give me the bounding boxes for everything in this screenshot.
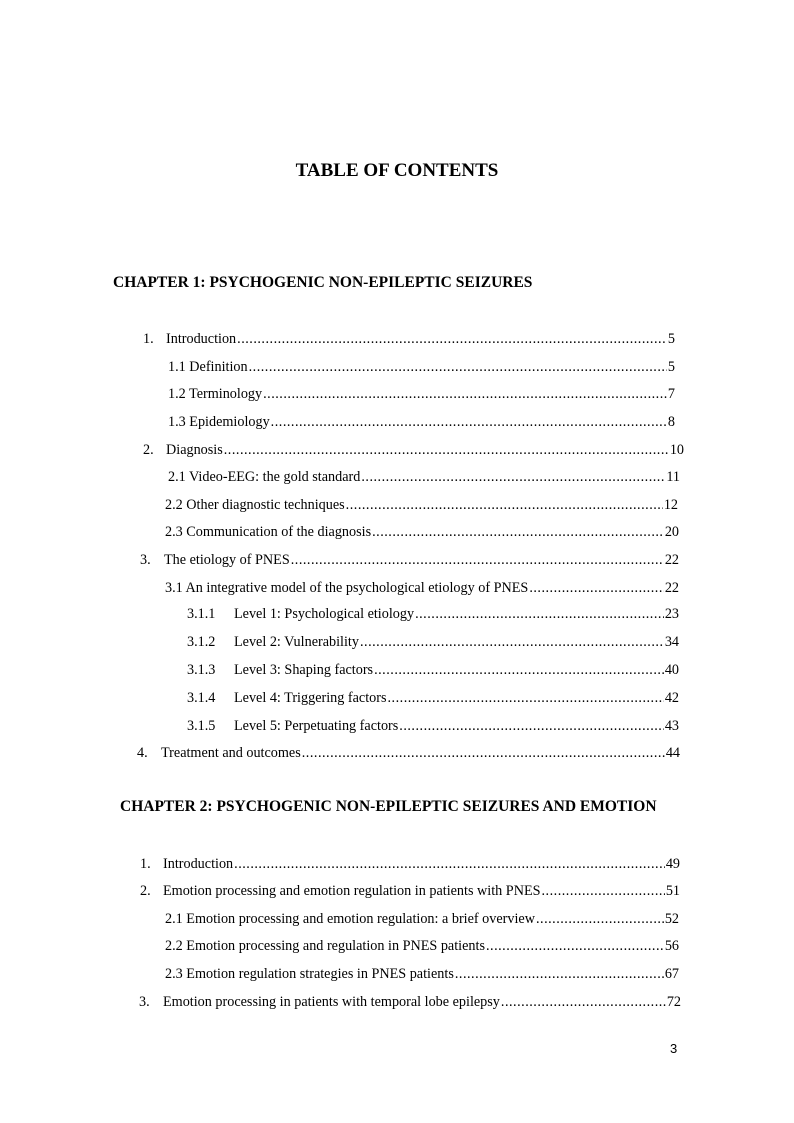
toc-entry-number: 3.1.5 xyxy=(187,718,216,734)
toc-entry-page: 44 xyxy=(665,745,680,761)
toc-entry-number: 3.1.3 xyxy=(187,662,216,678)
toc-entry-page: 72 xyxy=(666,994,681,1010)
toc-leader-dots xyxy=(455,964,664,984)
toc-entry-label: Level 3: Shaping factors xyxy=(234,662,374,678)
toc-entry-label: Diagnosis xyxy=(166,442,223,458)
toc-leader-dots xyxy=(486,936,664,956)
toc-entry[interactable] xyxy=(168,412,675,432)
toc-leader-dots xyxy=(263,384,667,404)
toc-entry-label: Introduction xyxy=(163,856,234,872)
toc-entry-label: Level 4: Triggering factors xyxy=(234,690,387,706)
toc-entry-page: 5 xyxy=(667,359,675,375)
toc-entry-page: 7 xyxy=(667,386,675,402)
toc-entry-page: 5 xyxy=(667,331,675,347)
toc-leader-dots xyxy=(360,632,664,652)
toc-leader-dots xyxy=(388,688,664,708)
toc-entry-page: 49 xyxy=(665,856,680,872)
toc-entry-label: Introduction xyxy=(166,331,237,347)
toc-entry-page: 42 xyxy=(664,690,679,706)
toc-entry[interactable] xyxy=(165,495,678,515)
toc-entry-label: Level 1: Psychological etiology xyxy=(234,606,415,622)
toc-entry[interactable] xyxy=(168,384,675,404)
toc-leader-dots xyxy=(234,854,665,874)
toc-entry[interactable] xyxy=(165,522,679,542)
toc-entry[interactable] xyxy=(187,604,679,624)
toc-entry-label: Level 2: Vulnerability xyxy=(234,634,359,650)
toc-entry-label: Treatment and outcomes xyxy=(161,745,301,761)
toc-entry-page: 8 xyxy=(667,414,675,430)
toc-leader-dots xyxy=(249,357,667,377)
toc-entry-page: 12 xyxy=(663,497,678,513)
toc-entry-page: 22 xyxy=(664,580,679,596)
toc-leader-dots xyxy=(529,578,664,598)
toc-entry-page: 34 xyxy=(664,634,679,650)
toc-entry-number: 3.1.1 xyxy=(187,606,216,622)
toc-entry-label: 1.1 Definition xyxy=(168,359,248,375)
toc-leader-dots xyxy=(271,412,667,432)
toc-entry-number: 2. xyxy=(143,442,154,458)
toc-leader-dots xyxy=(291,550,664,570)
toc-entry-label: 2.2 Other diagnostic techniques xyxy=(165,497,345,513)
toc-entry-label: 2.1 Video-EEG: the gold standard xyxy=(168,469,361,485)
chapter-1-heading: CHAPTER 1: PSYCHOGENIC NON-EPILEPTIC SEIZURES xyxy=(113,274,533,291)
toc-leader-dots xyxy=(302,743,665,763)
toc-entry-number: 3. xyxy=(139,994,150,1010)
toc-entry-page: 22 xyxy=(664,552,679,568)
toc-entry[interactable] xyxy=(140,550,679,570)
toc-entry[interactable] xyxy=(137,743,680,763)
toc-entry[interactable] xyxy=(187,660,679,680)
toc-leader-dots xyxy=(224,440,669,460)
toc-entry-label: 2.2 Emotion processing and regulation in PNES patients xyxy=(165,938,485,954)
toc-entry-number: 4. xyxy=(137,745,148,761)
toc-entry-number: 2. xyxy=(140,883,151,899)
chapter-2-heading: CHAPTER 2: PSYCHOGENIC NON-EPILEPTIC SEIZURES AND EMOTION xyxy=(120,798,657,815)
toc-entry-page: 40 xyxy=(664,662,679,678)
toc-entry-number: 3.1.2 xyxy=(187,634,216,650)
toc-entry-label: 1.2 Terminology xyxy=(168,386,263,402)
toc-entry[interactable] xyxy=(168,467,680,487)
toc-entry[interactable] xyxy=(187,716,679,736)
toc-entry[interactable] xyxy=(187,688,679,708)
page-title: TABLE OF CONTENTS xyxy=(295,160,499,181)
toc-entry-page: 11 xyxy=(666,469,680,485)
toc-entry-number: 3. xyxy=(140,552,151,568)
toc-entry-page: 23 xyxy=(664,606,679,622)
toc-leader-dots xyxy=(415,604,664,624)
toc-leader-dots xyxy=(237,329,667,349)
toc-entry[interactable] xyxy=(139,992,681,1012)
toc-entry-page: 43 xyxy=(664,718,679,734)
toc-entry-label: Emotion processing and emotion regulation in patients with PNES xyxy=(163,883,541,899)
toc-entry-page: 51 xyxy=(665,883,680,899)
toc-leader-dots xyxy=(542,881,665,901)
toc-entry[interactable] xyxy=(165,936,679,956)
toc-entry[interactable] xyxy=(165,578,679,598)
toc-entry-page: 56 xyxy=(664,938,679,954)
toc-entry[interactable] xyxy=(140,881,680,901)
toc-entry-label: 2.3 Communication of the diagnosis xyxy=(165,524,372,540)
toc-entry[interactable] xyxy=(143,440,684,460)
toc-entry-label: 1.3 Epidemiology xyxy=(168,414,270,430)
toc-entry-label: Emotion processing in patients with temporal lobe epilepsy xyxy=(163,994,500,1010)
toc-entry-label: 2.3 Emotion regulation strategies in PNES patients xyxy=(165,966,454,982)
toc-entry-page: 20 xyxy=(664,524,679,540)
toc-entry-label: 3.1 An integrative model of the psychological etiology of PNES xyxy=(165,580,529,596)
toc-entry[interactable] xyxy=(168,357,675,377)
toc-entry-number: 1. xyxy=(143,331,154,347)
toc-entry[interactable] xyxy=(140,854,680,874)
toc-entry-page: 67 xyxy=(664,966,679,982)
toc-entry-label: The etiology of PNES xyxy=(164,552,290,568)
toc-entry-label: Level 5: Perpetuating factors xyxy=(234,718,399,734)
toc-leader-dots xyxy=(536,909,664,929)
toc-entry-number: 1. xyxy=(140,856,151,872)
toc-entry[interactable] xyxy=(165,909,679,929)
toc-leader-dots xyxy=(501,992,666,1012)
page-number: 3 xyxy=(670,1041,678,1056)
toc-leader-dots xyxy=(372,522,664,542)
toc-entry[interactable] xyxy=(143,329,675,349)
toc-entry[interactable] xyxy=(165,964,679,984)
toc-leader-dots xyxy=(361,467,665,487)
toc-entry[interactable] xyxy=(187,632,679,652)
toc-leader-dots xyxy=(346,495,663,515)
toc-leader-dots xyxy=(374,660,664,680)
toc-entry-label: 2.1 Emotion processing and emotion regulation: a brief overview xyxy=(165,911,535,927)
toc-entry-number: 3.1.4 xyxy=(187,690,216,706)
toc-leader-dots xyxy=(399,716,664,736)
toc-entry-page: 52 xyxy=(664,911,679,927)
toc-entry-page: 10 xyxy=(669,442,684,458)
